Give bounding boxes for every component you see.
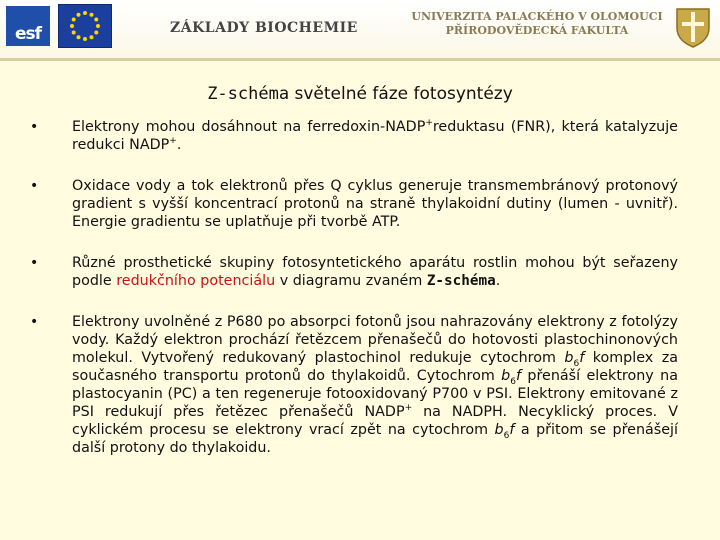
bullet-1-text-b: reduktasu (FNR), která katalyzuje redukci NADP	[72, 119, 678, 153]
university-crest-icon	[673, 6, 713, 48]
nadp-superscript: +	[404, 403, 413, 414]
cytochrome-f-italic: f	[509, 422, 515, 438]
bullet-4-text-c: přenáší elektrony na plastocyanin (PC) a ten regeneruje fotooxidovaný P700 v PSI. Elektrony emitované z PSI redukují přes řetězec přenašečů NADP	[72, 368, 678, 420]
cytochrome-subscript: 6	[573, 358, 580, 369]
bullet-symbol: •	[30, 314, 39, 330]
bullet-1-sup-a: +	[425, 118, 433, 129]
bullet-item	[30, 177, 678, 231]
esf-logo-text: esf	[14, 24, 42, 44]
bullet-1-text-a: Elektrony mohou dosáhnout na ferredoxin-NADP	[72, 119, 426, 135]
bullet-1-sup-b: +	[169, 136, 177, 147]
esf-logo	[6, 6, 50, 46]
bullet-4-text-d: na NADPH. Necyklický proces. V cyklickém procesu se elektrony vrací zpět na cytochrom	[72, 404, 678, 438]
cytochrome-subscript: 6	[510, 376, 516, 387]
university-name	[406, 10, 668, 38]
cytochrome-f-italic: f	[515, 368, 522, 384]
university-line-1: UNIVERZITA PALACKÉHO V OLOMOUCI	[411, 10, 663, 23]
bullet-symbol: •	[30, 178, 39, 194]
bullet-list	[30, 118, 678, 457]
cytochrome-b-italic: b	[494, 422, 504, 438]
slide-title-rest: světelné fáze fotosyntézy	[289, 84, 513, 104]
cytochrome-subscript: 6	[503, 430, 510, 441]
bullet-4-text-b: komplex za současného transportu protonů do thylakoidů. Cytochrom	[72, 350, 678, 384]
university-line-2: PŘÍRODOVĚDECKÁ FAKULTA	[445, 24, 629, 37]
slide-title	[0, 84, 720, 104]
bullet-4-text-e: a přitom se přenášejí další protony do thylakoidu.	[72, 422, 678, 456]
eu-flag-icon	[58, 4, 112, 48]
redox-potential-highlight: redukčního potenciálu	[116, 273, 276, 289]
cytochrome-b-italic: b	[564, 350, 574, 366]
bullet-4-text-a: Elektrony uvolněné z P680 po absorpci fotonů jsou nahrazovány elektrony z fotolýzy vody. Každý elektron prochází řetězcem přenašečů do hotovosti plastochinonových molekul. Vytvořený redukovaný plastochinol redukuje cytochrom	[72, 314, 678, 366]
header-banner	[0, 0, 720, 61]
bullet-1-text-c: .	[176, 137, 182, 153]
course-title: ZÁKLADY BIOCHEMIE	[170, 20, 358, 36]
bullet-2-text: Oxidace vody a tok elektronů přes Q cyklus generuje transmembránový protonový gradient s vyšší koncentrací protonů na straně thylakoidní dutiny (lumen - uvnitř). Energie gradientu se uplatňuje při tvorbě ATP.	[72, 178, 678, 230]
z-scheme-term: Z-schéma	[426, 273, 496, 289]
slide-title-emphasis: Z-schéma	[207, 84, 290, 104]
cytochrome-b-italic: b	[501, 368, 511, 384]
bullet-symbol: •	[30, 119, 39, 135]
bullet-symbol: •	[30, 255, 39, 271]
bullet-3-text-c: .	[495, 273, 501, 289]
bullet-item	[30, 118, 678, 154]
bullet-item	[30, 254, 678, 290]
cytochrome-f-italic: f	[579, 350, 585, 366]
bullet-item	[30, 313, 678, 457]
bullet-3-text-b: v diagramu zvaném	[275, 273, 427, 289]
bullet-3-text-a: Různé prosthetické skupiny fotosyntetického aparátu rostlin mohou být seřazeny podle	[72, 255, 678, 289]
